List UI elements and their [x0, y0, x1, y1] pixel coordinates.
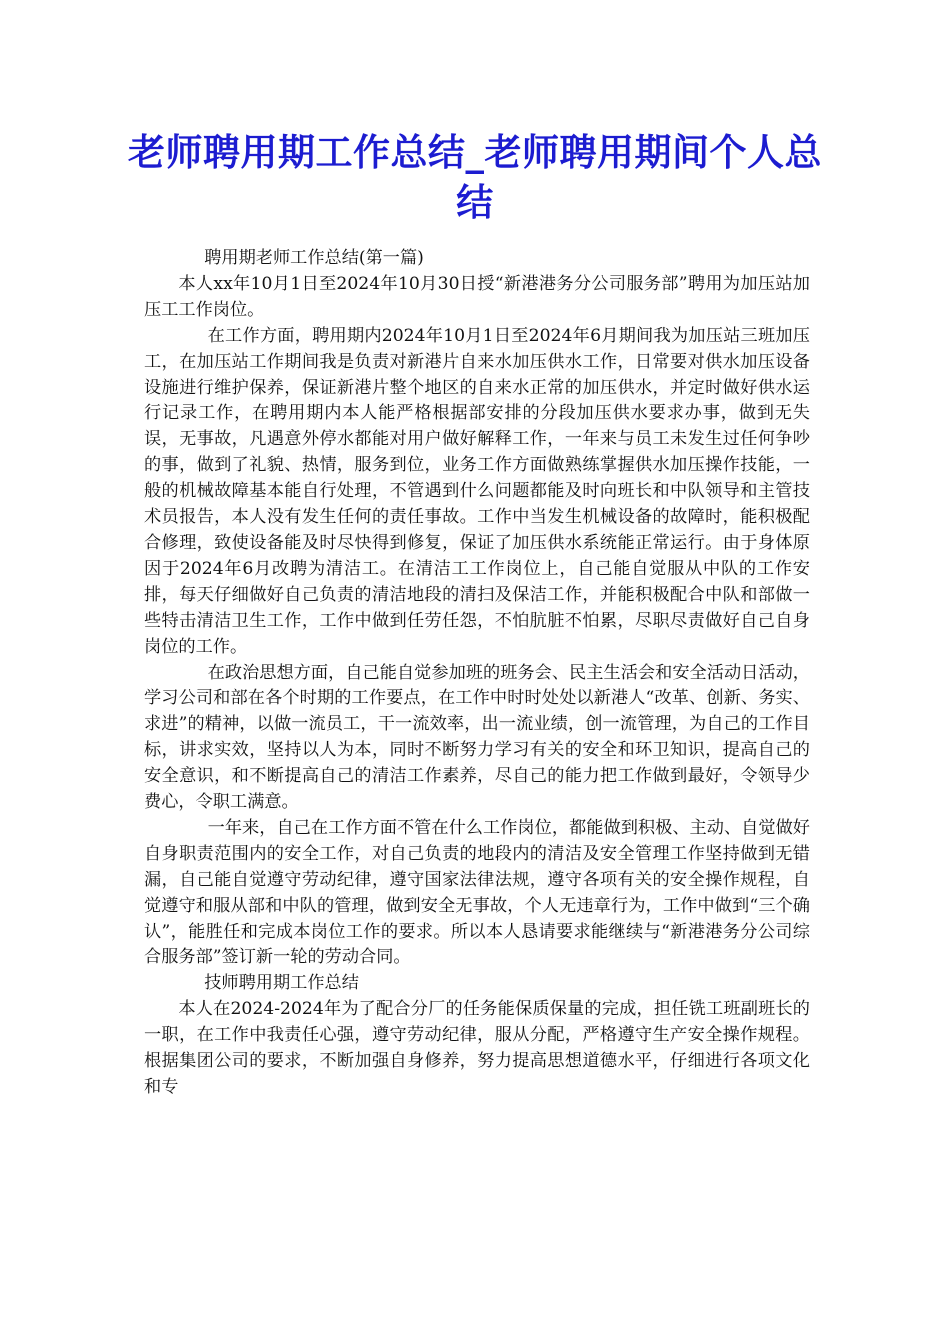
paragraph-work: 在工作方面，聘用期内2024年10月1日至2024年6月期间我为加压站三班加压工，在加压站工作期间我是负责对新港片自来水加压供水工作，日常要对供水加压设备设施进行维护保养，保证新港片整个地区的自来水正常的加压供水，并定时做好供水运行记录工作，在聘用期内本人能严格根据部安排的分段加压供水要求办事，做到无失误，无事故，凡遇意外停水都能对用户做好解释工作，一年来与员工未发生过任何争吵的事，做到了礼貌、热情，服务到位，业务工作方面做熟练掌握供水加压操作技能，一般的机械故障基本能自行处理，不管遇到什么问题都能及时向班长和中队领导和主管技术员报告，本人没有发生任何的责任事故。工作中当发生机械设备的故障时，能积极配合修理，致使设备能及时尽快得到修复，保证了加压供水系统能正常运行。由于身体原因于2024年6月改聘为清洁工。在清洁工工作岗位上，自己能自觉服从中队的工作安排，每天仔细做好自己负责的清洁地段的清扫及保洁工作，并能积极配合中队和部做一些特击清洁卫生工作，工作中做到任劳任怨，不怕肮脏不怕累，尽职尽责做好自己自身岗位的工作。 — [144, 325, 810, 657]
paragraph-political: 在政治思想方面，自己能自觉参加班的班务会、民主生活会和安全活动日活动，学习公司和部在各个时期的工作要点，在工作中时时处处以新港人“改革、创新、务实、求进”的精神，以做一流员工，干一流效率，出一流业绩，创一流管理，为自己的工作目标，讲求实效，坚持以人为本，同时不断努力学习有关的安全和环卫知识，提高自己的安全意识，和不断提高自己的清洁工作素养，尽自己的能力把工作做到最好，令领导少费心，令职工满意。 — [144, 662, 810, 813]
paragraph-summary: 一年来，自己在工作方面不管在什么工作岗位，都能做到积极、主动、自觉做好自身职责范围内的安全工作，对自己负责的地段内的清洁及安全管理工作坚持做到无错漏，自己能自觉遵守劳动纪律，遵守国家法律法规，遵守各项有关的安全操作规程，自觉遵守和服从部和中队的管理，做到安全无事故，个人无违章行为，工作中做到“三个确认”，能胜任和完成本岗位工作的要求。所以本人恳请要求能继续与“新港港务分公司综合服务部”签订新一轮的劳动合同。 — [144, 817, 810, 968]
section-heading-first: 聘用期老师工作总结(第一篇) — [204, 248, 424, 268]
document-title: 老师聘用期工作总结_老师聘用期间个人总结 — [128, 131, 822, 224]
paragraph-appointment: 本人xx年10月1日至2024年10月30日授“新港港务分公司服务部”聘用为加压站加压工工作岗位。 — [144, 273, 810, 320]
section-heading-technician: 技师聘用期工作总结 — [204, 973, 359, 994]
document-body — [144, 246, 810, 1101]
paragraph-technician: 本人在2024-2024年为了配合分厂的任务能保质保量的完成，担任铣工班副班长的一职，在工作中我责任心强，遵守劳动纪律，服从分配，严格遵守生产安全操作规程。根据集团公司的要求，不断加强自身修养，努力提高思想道德水平，仔细进行各项文化和专 — [144, 999, 810, 1097]
